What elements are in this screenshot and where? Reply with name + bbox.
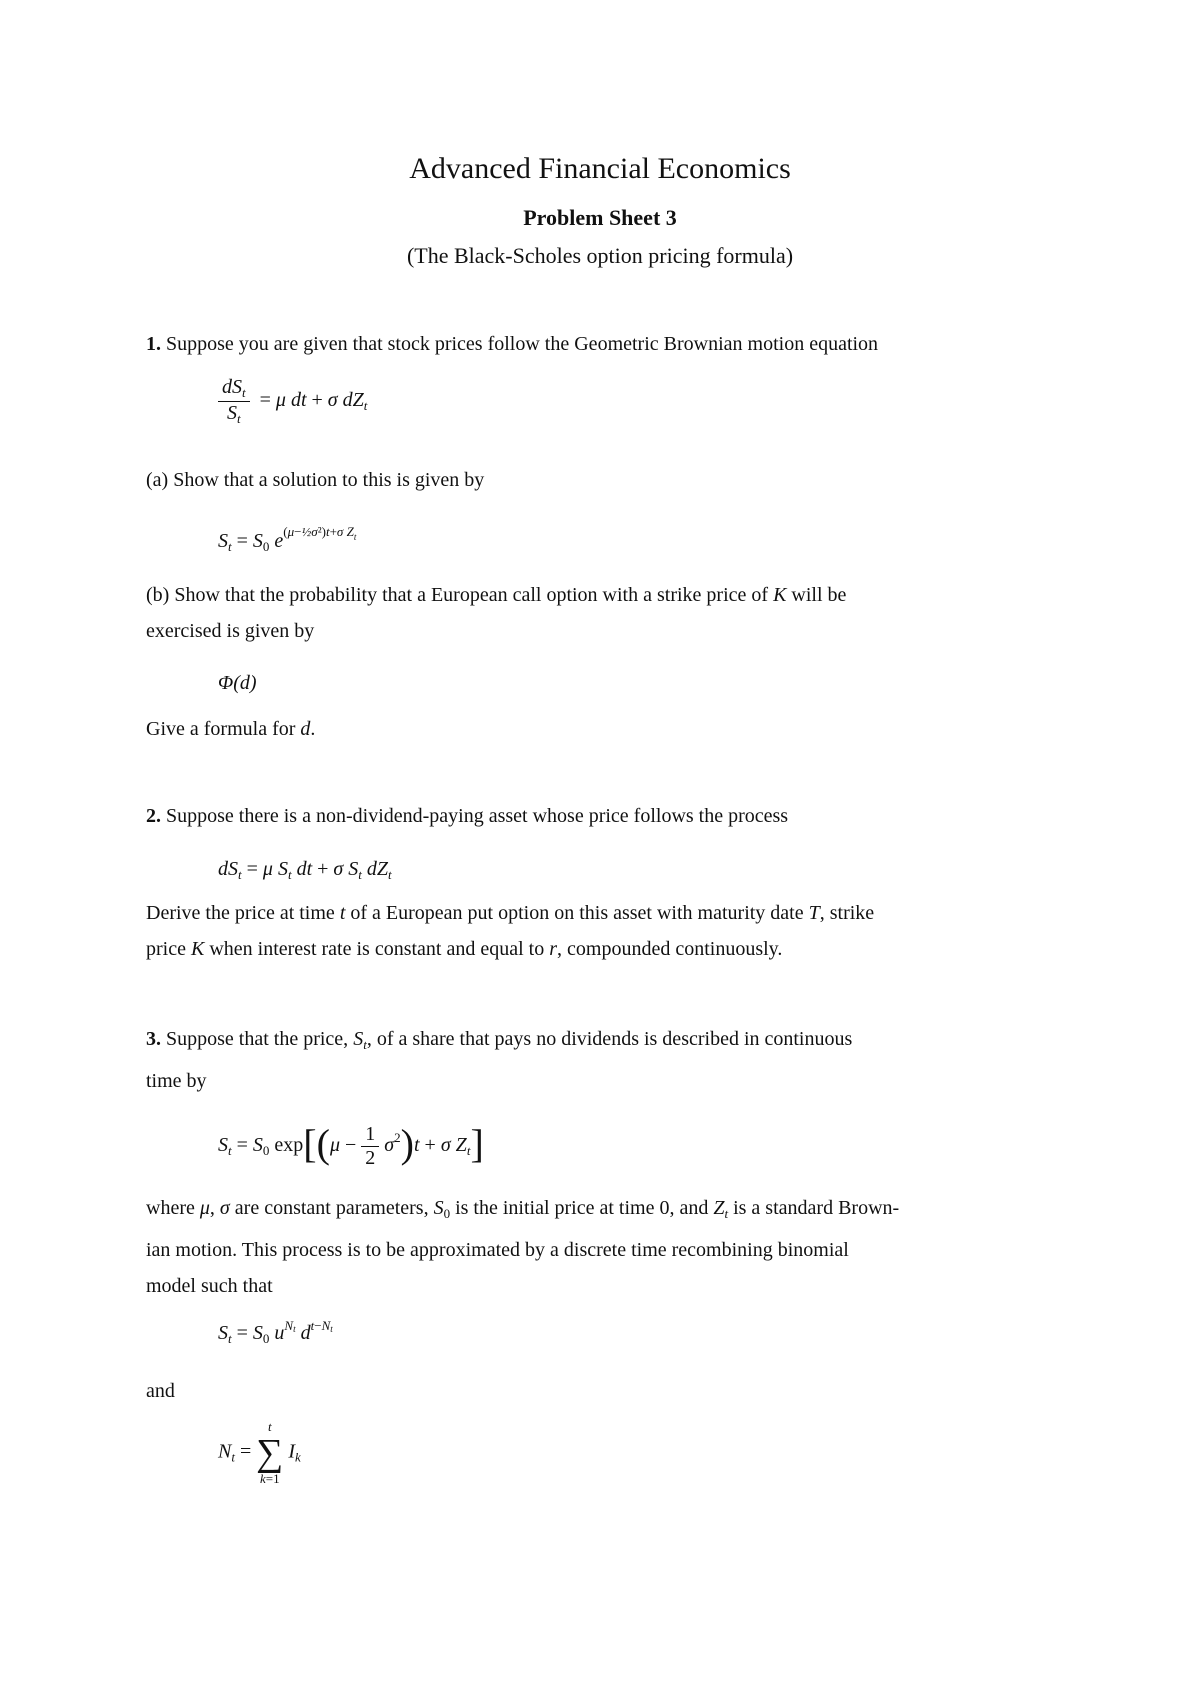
question-3-intro: 3. Suppose that the price, $S_t$, of a share that pays no dividends is described in continuous time by bbox=[146, 1028, 853, 1092]
question-3-and: and bbox=[146, 1380, 175, 1402]
equation-share-price-exp: $S_t = S_0$ exp[(μ − $\frac{1}{2}$ $\sigma^2)t + \sigma$ $Z_t$] bbox=[218, 1121, 484, 1169]
problem-sheet-heading: Problem Sheet 3 bbox=[523, 205, 677, 230]
equation-gbm-solution: $S_t = S_0$ $e^{(\mu-\frac{1}{2}\sigma^2)t+\sigma Z_t}$ bbox=[218, 524, 357, 554]
question-3-where-text: where μ, σ are constant parameters, $S_0$ is the initial price at time 0, and $Z_t$ is a standard Brown- ian motion. This process is to be approximated by a discrete time recombining binomial model such that bbox=[146, 1197, 900, 1297]
equation-phi-d: Φ(d) bbox=[218, 672, 257, 694]
topic-subheading: (The Black-Scholes option pricing formula) bbox=[406, 243, 794, 268]
question-1-intro: 1. Suppose you are given that stock prices follow the Geometric Brownian motion equation bbox=[146, 333, 879, 355]
equation-binomial-model: $S_t = S_0$ $u^{N_t}$ $d^{t-N_t}$ bbox=[218, 1318, 333, 1346]
equation-asset-process: $dS_t = \mu$ $S_t$ dt + σ $S_t$ $dZ_t$ bbox=[218, 858, 392, 882]
equation-sum-indicators: $N_t$ = t ∑ k=1 $I_k$ bbox=[218, 1419, 301, 1486]
equation-gbm-sde: $\frac{dS_t}{S_t}$ = μ dt + σ $dZ_t$ bbox=[218, 376, 367, 427]
question-1-formula-prompt: Give a formula for d. bbox=[146, 718, 316, 740]
question-1a-text: (a) Show that a solution to this is given by bbox=[146, 469, 485, 491]
question-2-body: Derive the price at time t of a European put option on this asset with maturity date T, strike price K when interest rate is constant and equal to r, compounded continuously. bbox=[146, 902, 875, 960]
question-1b-text: (b) Show that the probability that a European call option with a strike price of K will be exercised is given by bbox=[146, 584, 847, 642]
question-2-intro: 2. Suppose there is a non-dividend-paying asset whose price follows the process bbox=[146, 805, 789, 827]
document-title: Advanced Financial Economics bbox=[409, 152, 791, 185]
